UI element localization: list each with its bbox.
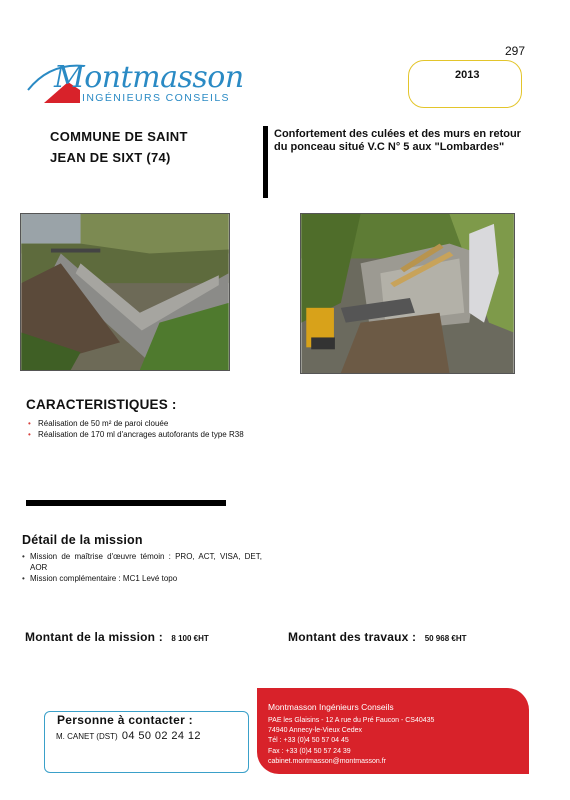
contact-title: Personne à contacter : (57, 713, 193, 727)
project-title: Confortement des culées et des murs en retour du ponceau situé V.C N° 5 aux "Lombardes" (274, 128, 521, 153)
list-item: • Mission de maîtrise d'œuvre témoin : PRO, ACT, VISA, DET, AOR (22, 552, 262, 572)
photo-site-works (300, 213, 515, 374)
section-divider (26, 500, 226, 506)
photo-site-before (20, 213, 230, 371)
montant-mission (25, 628, 209, 646)
commune-line-1: COMMUNE DE SAINT (50, 129, 188, 144)
bullet-icon: • (28, 419, 31, 428)
bullet-icon: • (28, 430, 31, 439)
commune-name (50, 126, 250, 168)
address-line: PAE les Glaisins - 12 A rue du Pré Faucon - CS40435 (268, 717, 435, 724)
montant-travaux-value: 50 968 €HT (424, 634, 467, 643)
contact-name: M. CANET (DST) (56, 732, 118, 741)
contact-phone: 04 50 02 24 12 (121, 730, 201, 742)
list-item: • Réalisation de 170 ml d'ancrages autoforants de type R38 (28, 430, 244, 439)
title-divider (263, 126, 268, 198)
fax-line: Fax : +33 (0)4 50 57 24 39 (268, 747, 351, 755)
list-item: • Mission complémentaire : MC1 Levé topo (22, 574, 178, 583)
contact-details (56, 730, 201, 742)
bullet-icon: • (22, 574, 25, 583)
svg-text:Montmasson: Montmasson (54, 60, 244, 95)
page-number: 297 (505, 44, 526, 58)
commune-line-2: JEAN DE SIXT (74) (50, 150, 171, 165)
email-line: cabinet.montmasson@montmasson.fr (268, 757, 386, 765)
montant-mission-value: 8 100 €HT (171, 634, 209, 643)
year-label: 2013 (455, 69, 480, 81)
address-line: 74940 Annecy-le-Vieux Cedex (268, 727, 363, 735)
caracteristiques-list (28, 418, 248, 440)
montant-mission-label: Montant de la mission : (25, 630, 163, 644)
montant-travaux (288, 628, 467, 646)
list-item: • Réalisation de 50 m² de paroi clouée (28, 419, 169, 428)
mission-list (22, 551, 262, 584)
year-box (408, 60, 522, 108)
caracteristiques-title: CARACTERISTIQUES : (26, 397, 177, 412)
phone-line: Tél : +33 (0)4 50 57 04 45 (268, 737, 349, 745)
logo-tagline: INGÉNIEURS CONSEILS (82, 92, 230, 104)
bullet-icon: • (22, 552, 25, 561)
mission-title: Détail de la mission (22, 533, 143, 547)
company-card-title: Montmasson Ingénieurs Conseils (268, 702, 394, 712)
montant-travaux-label: Montant des travaux : (288, 630, 417, 644)
company-card-address (268, 716, 434, 767)
